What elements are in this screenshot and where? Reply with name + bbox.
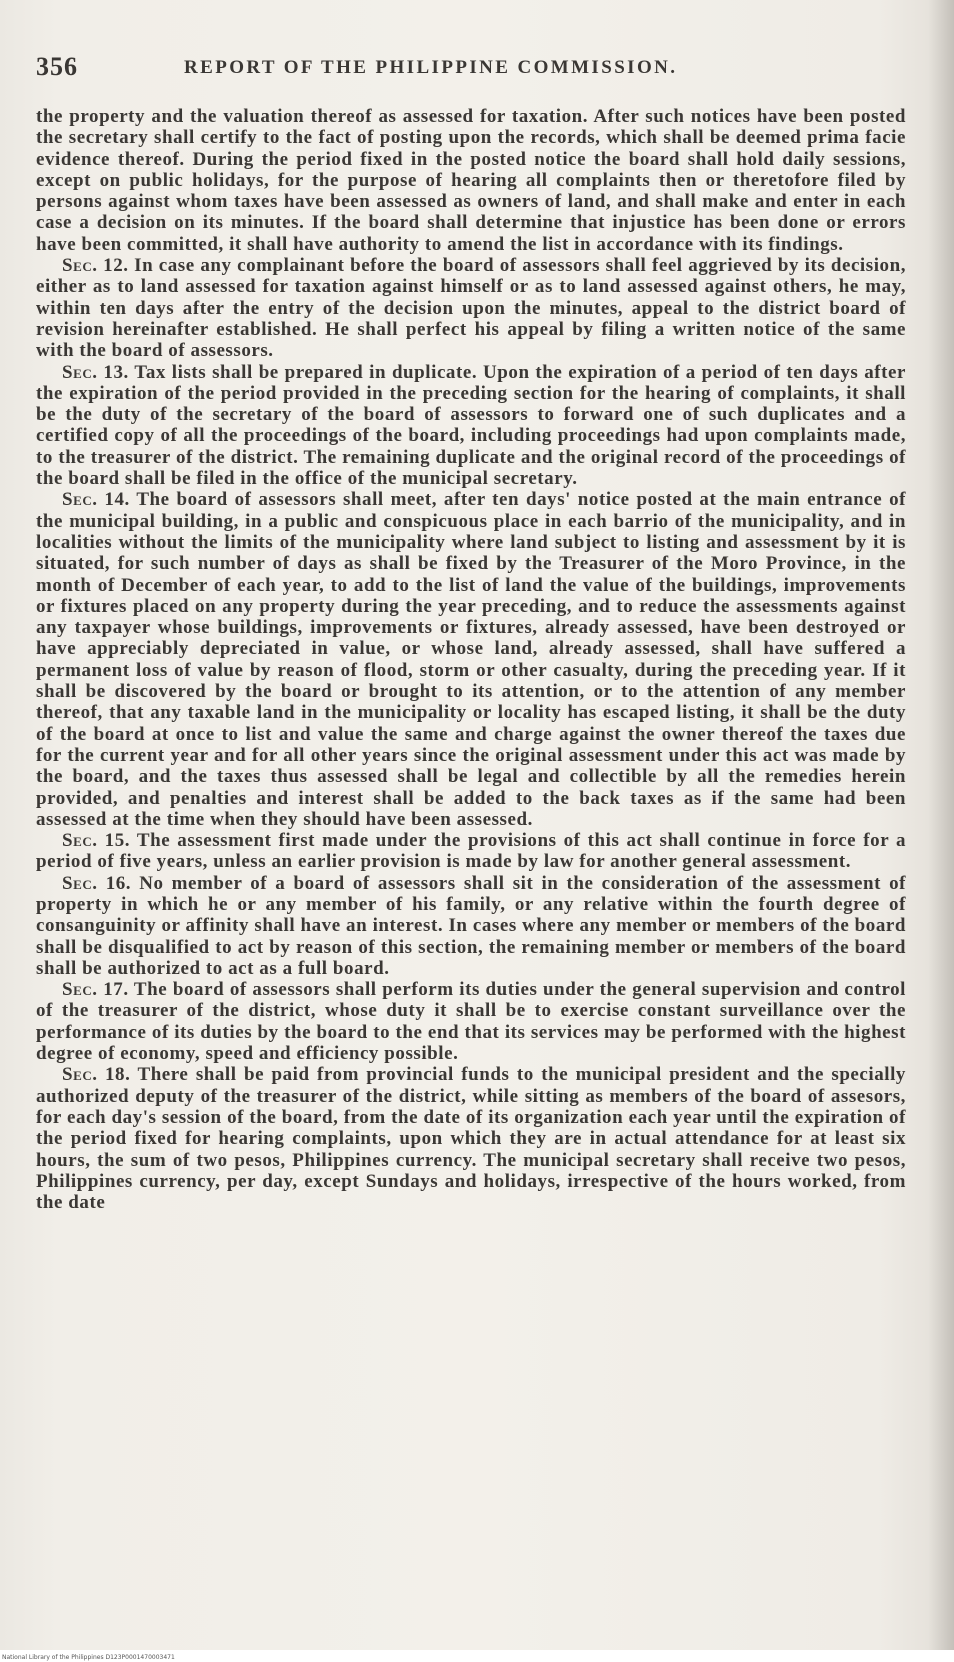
section-18 [36, 1064, 906, 1213]
section-text: Tax lists shall be prepared in duplicate. Upon the expiration of a period of ten days after the expiration of the period provided in the preceding section for the hearing of complaints, it shall be the duty of the secretary of the board of assessors to forward one of such duplicates and a certified copy of all the proceedings of the board, including proceedings had upon complaints made, to the treasurer of the district. The remaining duplicate and the original record of the proceedings of the board shall be filed in the office of the municipal secretary. [36, 361, 906, 490]
running-title: REPORT OF THE PHILIPPINE COMMISSION. [184, 57, 678, 78]
document-body [36, 106, 906, 1213]
scan-footer-text: National Library of the Philippines D123P0001470003471 [2, 1654, 175, 1661]
page-edge-shadow [928, 0, 954, 1662]
section-14 [36, 489, 906, 830]
section-text: The board of assessors shall perform its duties under the general supervision and control of the treasurer of the district, whose duty it shall be to exercise constant surveillance over the performance of its duties by the board to the end that its services may be performed with the highest degree of economy, speed and efficiency possible. [36, 979, 906, 1065]
section-16 [36, 873, 906, 979]
section-text: The assessment first made under the provisions of this act shall continue in force for a period of five years, unless an earlier provision is made by law for another general assessment. [36, 830, 906, 873]
scan-footer [0, 1650, 954, 1662]
section-label: Sec. 13. [62, 361, 129, 383]
section-text: The board of assessors shall meet, after ten days' notice posted at the main entrance of the municipal building, in a public and conspicuous place in each barrio of the municipality, and in localities without the limits of the municipality where land subject to listing and assessment by it is situated, for such number of days as shall be fixed by the Treasurer of the Moro Province, in the month of December of each year, to add to the list of land the value of the buildings, improvements or fixtures placed on any property during the year preceding, and to reduce the assessments against any taxpayer whose buildings, improvements or fixtures, already assessed, have been destroyed or have appreciably depreciated in value, or whose land, already assessed, shall have suffered a permanent loss of value by reason of flood, storm or other casualty, during the preceding year. If it shall be discovered by the board or brought to its attention, or to the attention of any member thereof, that any taxable land in the municipality or locality has escaped listing, it shall be the duty of the board at once to list and value the same and charge against the owner thereof the taxes due for the current year and for all other years since the original assessment under this act was made by the board, and the taxes thus assessed shall be legal and collectible by all the remedies herein provided, and penalties and interest shall be added to the back taxes as if the same had been assessed at the time when they should have been assessed. [36, 489, 907, 830]
section-text: In case any complainant before the board of assessors shall feel aggrieved by its decision, either as to land assessed for taxation against himself or as to land assessed against others, he may, within ten days after the entry of the decision upon the minutes, appeal to the district board of revision hereinafter established. He shall perfect his appeal by filing a written notice of the same with the board of assessors. [36, 255, 906, 362]
page-header [36, 52, 906, 86]
section-text: There shall be paid from provincial funds to the municipal president and the specially authorized deputy of the treasurer of the district, while sitting as members of the board of assesors, for each day's session of the board, from the date of its organization each year until the expiration of the period fixed for hearing complaints, upon which they are in actual attendance for at least six hours, the sum of two pesos, Philippines currency. The municipal secretary shall receive two pesos, Philippines currency, per day, except Sundays and holidays, irrespective of the hours worked, from the date [36, 1064, 906, 1214]
section-label: Sec. 12. [62, 255, 129, 277]
section-15 [36, 830, 906, 873]
paragraph-continuation: the property and the valuation thereof as assessed for taxation. After such notices have been posted the secretary shall certify to the fact of posting upon the records, which shall be deemed prima facie evidence thereof. During the period fixed in the posted notice the board shall hold daily sessions, except on public holidays, for the purpose of hearing all complaints then or theretofore filed by persons against whom taxes have been assessed as owners of land, and shall make and enter in each case a decision on its minutes. If the board shall determine that injustice has been done or errors have been committed, it shall have authority to amend the list in accordance with its findings. [36, 106, 906, 255]
section-text: No member of a board of assessors shall sit in the consideration of the assessment of property in which he or any member of his family, or any relative within the fourth degree of consanguinity or affinity shall have an interest. In cases where any member or members of the board shall be disqualified to act by reason of this section, the remaining member or members of the board shall be authorized to act as a full board. [36, 872, 906, 979]
section-17 [36, 979, 906, 1064]
section-12 [36, 255, 906, 361]
section-13 [36, 362, 906, 490]
section-label: Sec. 16. [62, 872, 132, 894]
section-label: Sec. 15. [62, 830, 131, 852]
page-number: 356 [36, 52, 78, 81]
section-label: Sec. 17. [62, 979, 129, 1001]
section-label: Sec. 14. [62, 489, 130, 511]
section-label: Sec. 18. [62, 1064, 131, 1086]
